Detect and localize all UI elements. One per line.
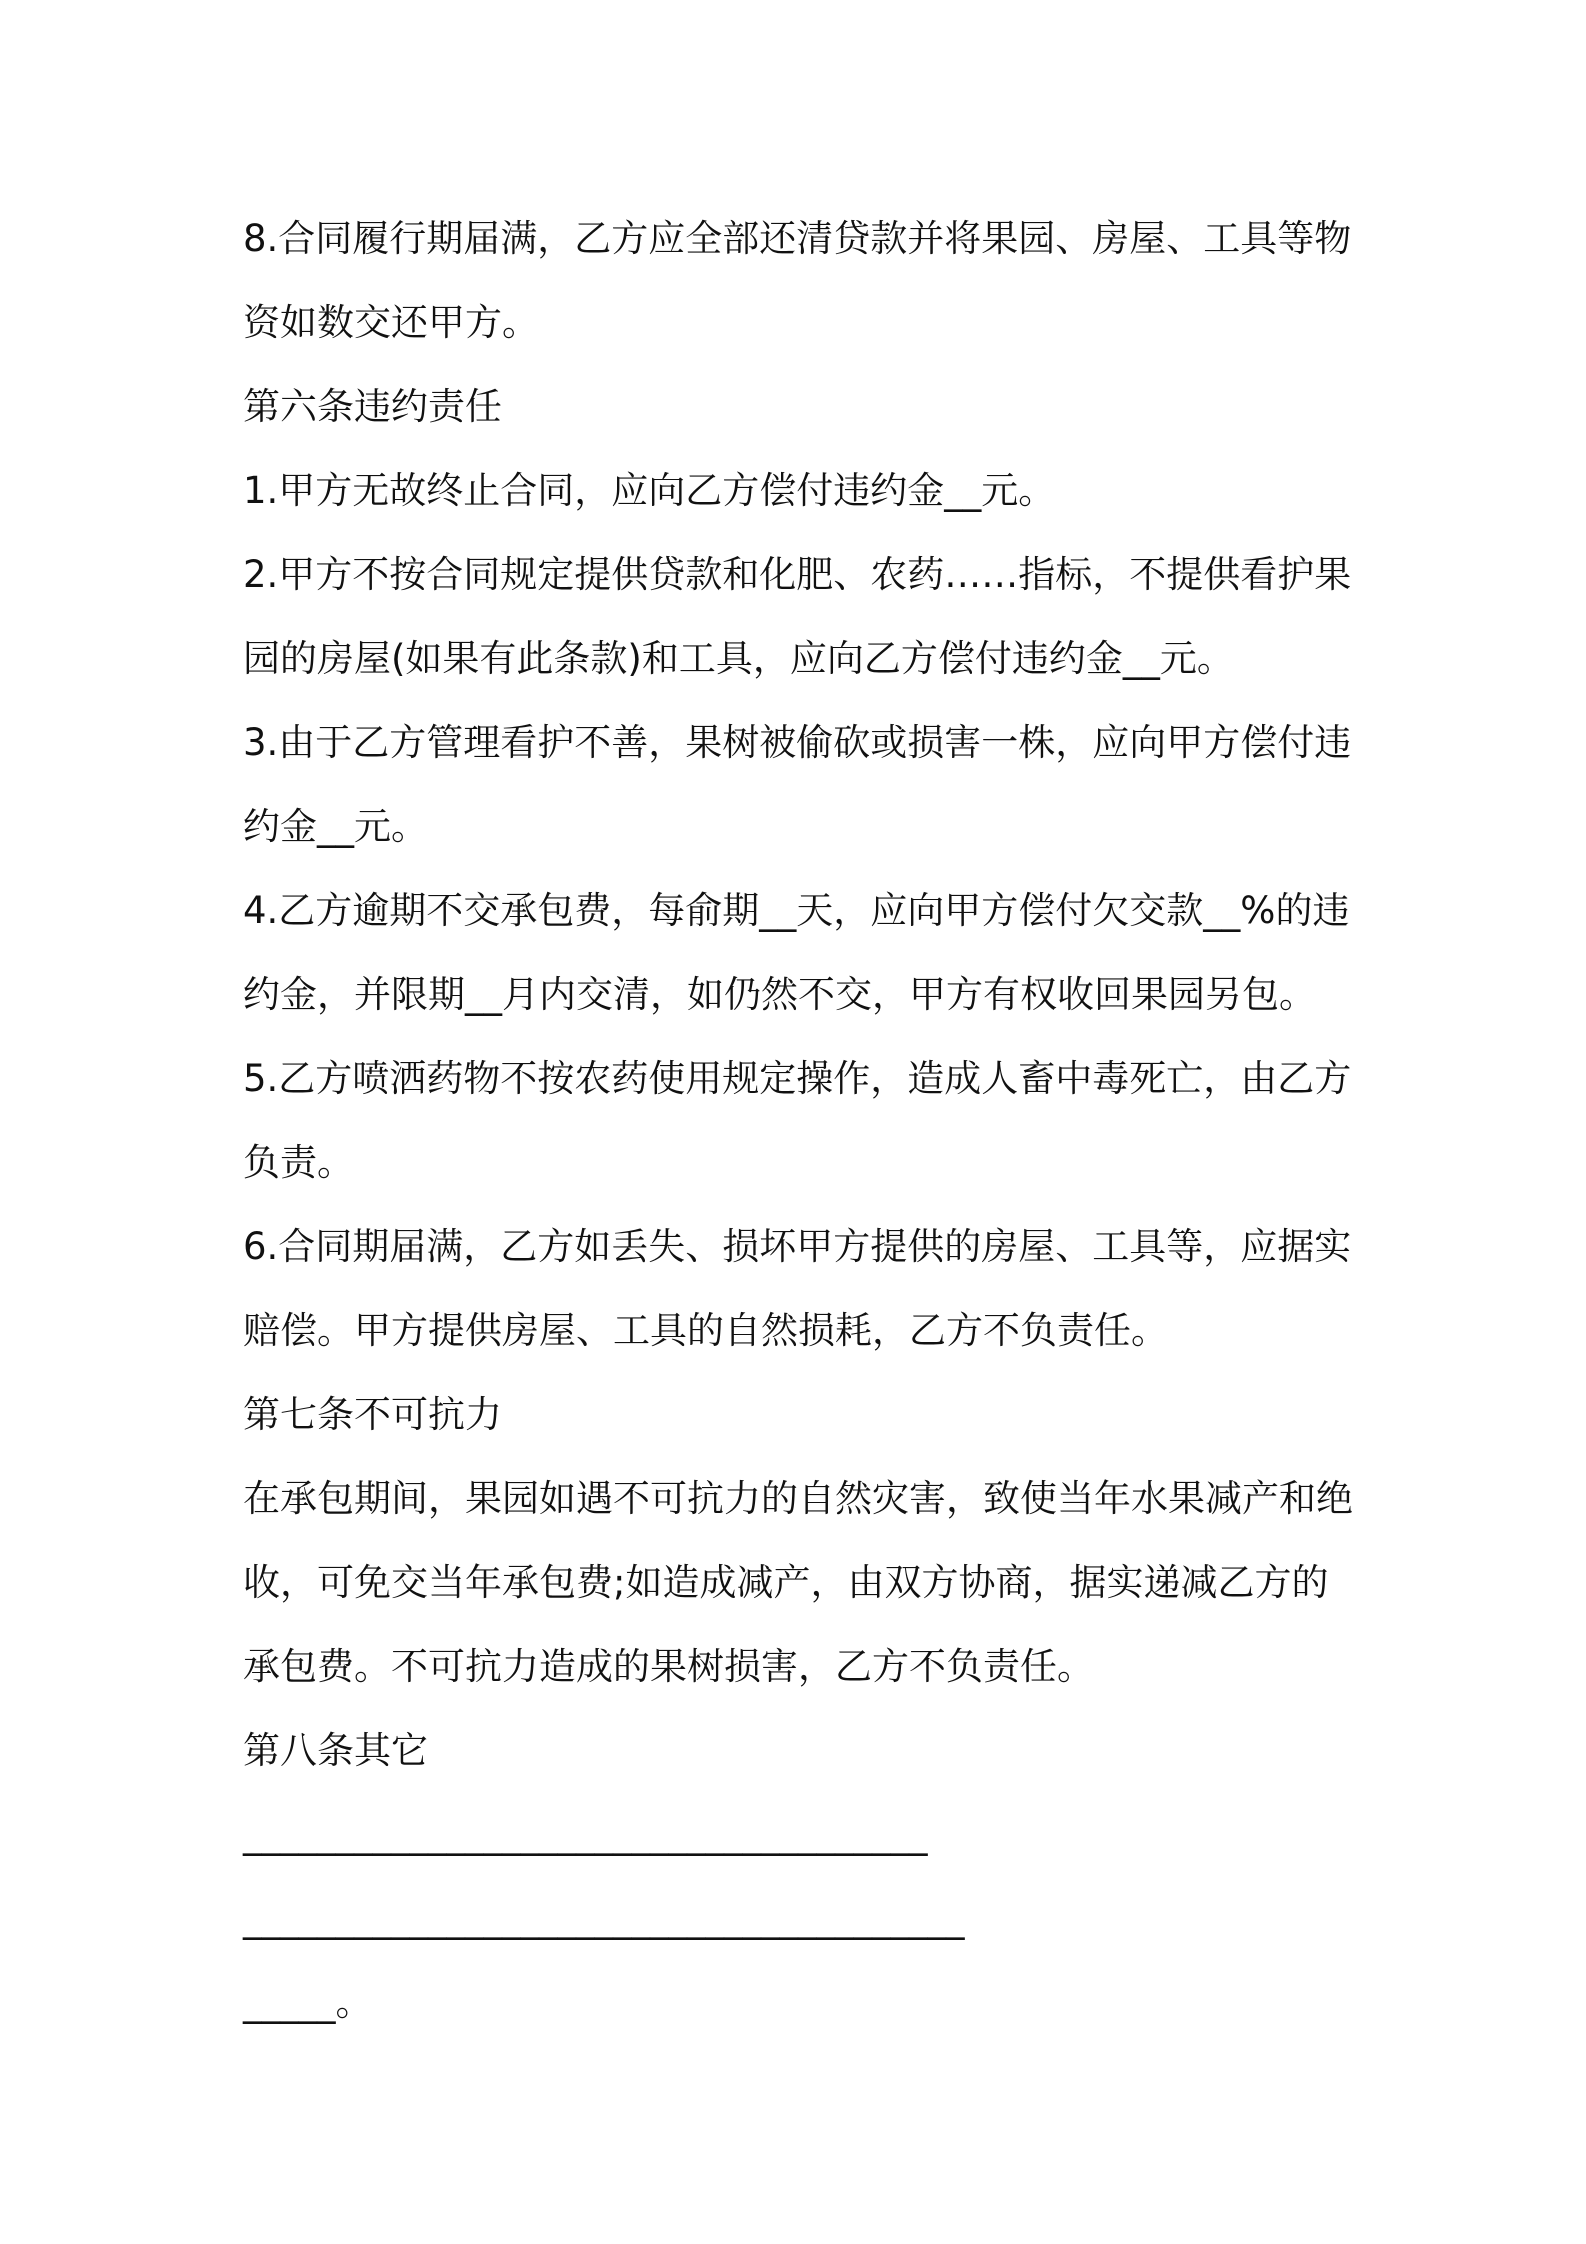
- article-6-heading: 第六条违约责任: [243, 385, 502, 428]
- article-7-line-1: 在承包期间，果园如遇不可抗力的自然灾害，致使当年水果减产和绝: [243, 1477, 1353, 1520]
- blank-fill-line-2: _______________________________________: [243, 1897, 965, 1940]
- clause-5-8-line-1: 8.合同履行期届满，乙方应全部还清贷款并将果园、房屋、工具等物: [243, 217, 1352, 260]
- clause-6-4-line-2: 约金，并限期__月内交清，如仍然不交，甲方有权收回果园另包。: [243, 973, 1316, 1016]
- clause-6-3-line-1: 3.由于乙方管理看护不善，果树被偷砍或损害一株，应向甲方偿付违: [243, 721, 1352, 764]
- clause-6-3-line-2: 约金__元。: [243, 805, 428, 848]
- article-7-line-3: 承包费。不可抗力造成的果树损害，乙方不负责任。: [243, 1645, 1094, 1688]
- clause-6-1-line-1: 1.甲方无故终止合同，应向乙方偿付违约金__元。: [243, 469, 1056, 512]
- article-8-heading: 第八条其它: [243, 1729, 428, 1772]
- article-7-line-2: 收，可免交当年承包费;如造成减产，由双方协商，据实递减乙方的: [243, 1561, 1329, 1604]
- clause-5-8-line-2: 资如数交还甲方。: [243, 301, 539, 344]
- clause-6-6-line-2: 赔偿。甲方提供房屋、工具的自然损耗，乙方不负责任。: [243, 1309, 1168, 1352]
- clause-6-2-line-2: 园的房屋(如果有此条款)和工具，应向乙方偿付违约金__元。: [243, 637, 1234, 680]
- clause-6-6-line-1: 6.合同期届满，乙方如丢失、损坏甲方提供的房屋、工具等，应据实: [243, 1225, 1352, 1268]
- clause-6-4-line-1: 4.乙方逾期不交承包费，每俞期__天，应向甲方偿付欠交款__%的违: [243, 889, 1350, 932]
- document-body: [243, 197, 1363, 2045]
- blank-fill-line-1: _____________________________________: [243, 1813, 928, 1856]
- clause-6-5-line-2: 负责。: [243, 1141, 354, 1184]
- clause-6-2-line-1: 2.甲方不按合同规定提供贷款和化肥、农药……指标，不提供看护果: [243, 553, 1352, 596]
- blank-fill-line-3: _____。: [243, 1981, 373, 2024]
- article-7-heading: 第七条不可抗力: [243, 1393, 502, 1436]
- clause-6-5-line-1: 5.乙方喷洒药物不按农药使用规定操作，造成人畜中毒死亡，由乙方: [243, 1057, 1352, 1100]
